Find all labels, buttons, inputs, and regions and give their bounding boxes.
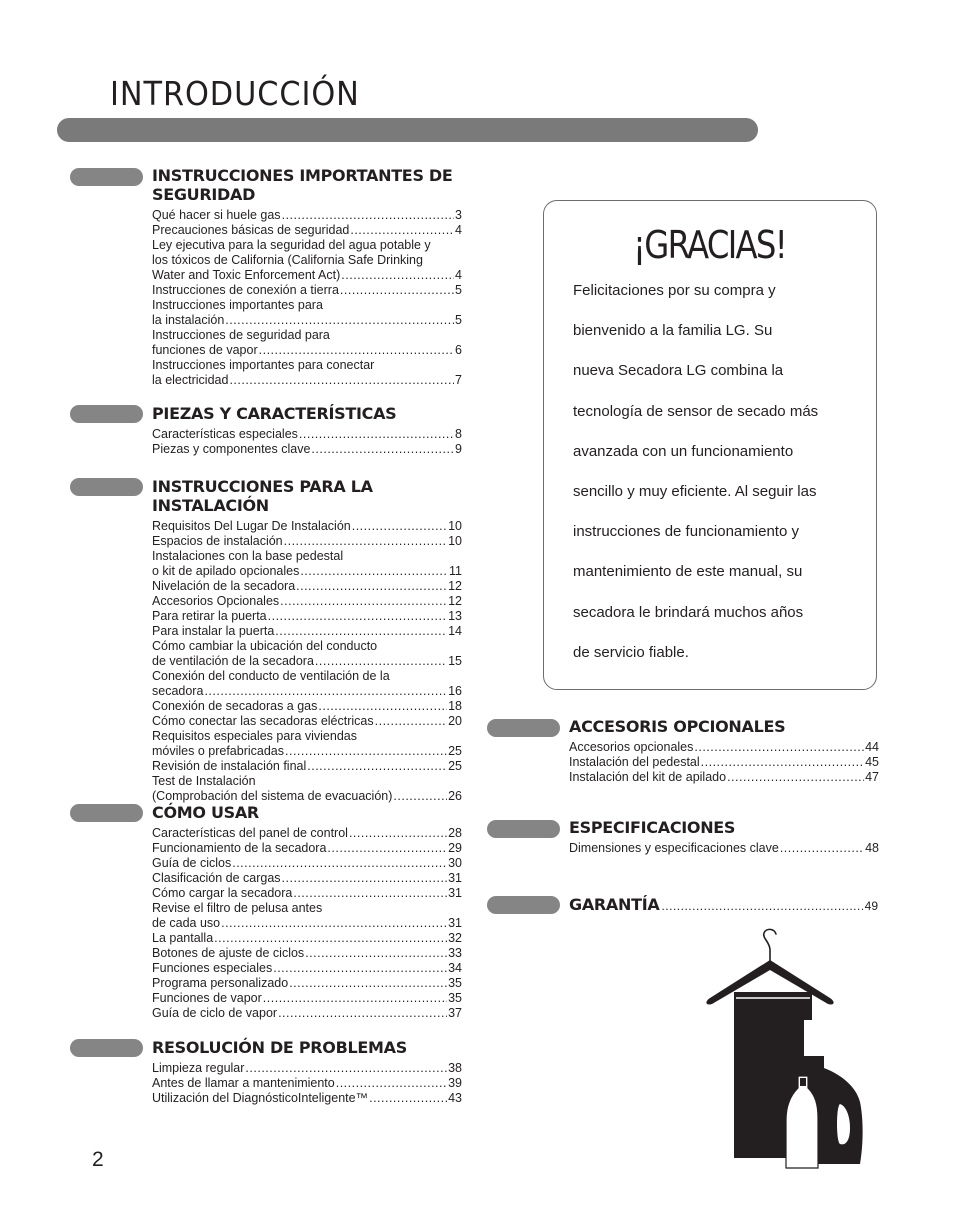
leader-dots [278, 1006, 447, 1021]
toc-entry-text: funciones de vapor [152, 343, 258, 357]
toc-entry-text: Conexión de secadoras a gas [152, 699, 318, 713]
toc-entry [152, 594, 462, 609]
toc-entry [152, 519, 462, 534]
section-heading: INSTRUCCIONES PARA LA INSTALACIÓN [152, 477, 373, 515]
page-ref: 48 [865, 841, 879, 855]
toc-entry [152, 579, 462, 594]
toc-entry-text: Para instalar la puerta [152, 624, 275, 638]
page-ref: 12 [448, 579, 462, 593]
section-marker [487, 820, 560, 838]
toc-entry [569, 740, 879, 755]
page-ref: 5 [455, 283, 462, 297]
leader-dots [701, 755, 864, 770]
garantia-entry [569, 895, 878, 914]
toc-entry-text: Antes de llamar a mantenimiento [152, 1076, 335, 1090]
gracias-line: de servicio fiable. [573, 643, 689, 661]
section-piezas [152, 404, 462, 457]
page-ref: 33 [448, 946, 462, 960]
toc-entry [569, 770, 879, 785]
toc-entry [152, 1076, 462, 1091]
leader-dots [299, 427, 454, 442]
page-ref: 11 [449, 564, 462, 578]
page-ref: 14 [448, 624, 462, 638]
toc-entry [152, 609, 462, 624]
gracias-line: Felicitaciones por su compra y [573, 282, 776, 299]
toc-list [152, 826, 462, 1021]
section-marker [487, 719, 560, 737]
section-marker [70, 405, 143, 423]
toc-entry-text: Instalación del kit de apilado [569, 770, 727, 784]
toc-entry-text: Accesorios Opcionales [152, 594, 280, 608]
leader-dots [350, 223, 454, 238]
page-ref: 26 [448, 789, 462, 803]
toc-entry-text: o kit de apilado opcionales [152, 564, 300, 578]
page-ref: 6 [455, 343, 462, 357]
leader-dots [727, 770, 864, 785]
leader-dots [393, 789, 447, 804]
page-ref: 25 [448, 759, 462, 773]
leader-dots [349, 826, 447, 841]
page-ref: 39 [448, 1076, 462, 1090]
toc-list [152, 427, 462, 457]
toc-list [152, 519, 462, 804]
section-heading: ESPECIFICACIONES [569, 818, 736, 837]
page-ref: 18 [448, 699, 462, 713]
leader-dots [229, 373, 454, 388]
leader-dots [221, 916, 447, 931]
section-heading: RESOLUCIÓN DE PROBLEMAS [152, 1038, 407, 1057]
section-heading: GARANTÍA [569, 895, 660, 914]
leader-dots [375, 714, 447, 729]
toc-entry [152, 826, 462, 841]
toc-entry [152, 774, 462, 789]
toc-entry-text: Ley ejecutiva para la seguridad del agua potable y [152, 238, 431, 252]
section-marker [70, 1039, 143, 1057]
toc-entry [152, 789, 462, 804]
toc-entry-text: Características especiales [152, 427, 298, 441]
toc-entry [152, 856, 462, 871]
toc-entry [152, 564, 462, 579]
page-ref: 31 [448, 871, 462, 885]
leader-dots [369, 1091, 447, 1106]
toc-entry-text: Guía de ciclo de vapor [152, 1006, 278, 1020]
page-ref: 7 [455, 373, 462, 387]
toc-entry [152, 358, 462, 373]
page-ref: 29 [448, 841, 462, 855]
section-como-usar [152, 803, 462, 1021]
toc-entry-text: secadora [152, 684, 204, 698]
section-resolucion [152, 1038, 462, 1106]
leader-dots [289, 976, 447, 991]
toc-entry-text: Conexión del conducto de ventilación de la [152, 669, 390, 683]
gracias-line: mantenimiento de este manual, su [573, 563, 803, 581]
section-accesorios [569, 717, 879, 785]
section-heading-line: SEGURIDAD [152, 185, 256, 204]
leader-dots [280, 594, 447, 609]
page-ref: 3 [455, 208, 462, 222]
page-ref: 47 [865, 770, 879, 784]
toc-entry [152, 534, 462, 549]
page-ref: 35 [448, 976, 462, 990]
toc-entry [152, 283, 462, 298]
toc-entry-text: la instalación [152, 313, 225, 327]
toc-entry [152, 886, 462, 901]
gracias-line: tecnología de sensor de secado más [573, 402, 819, 420]
toc-entry [152, 1006, 462, 1021]
toc-entry [152, 871, 462, 886]
toc-entry-text: de cada uso [152, 916, 221, 930]
leader-dots [282, 871, 448, 886]
page-ref: 38 [448, 1061, 462, 1075]
page-ref: 31 [448, 886, 462, 900]
page-ref: 9 [455, 442, 462, 456]
toc-entry-text: La pantalla [152, 931, 214, 945]
toc-entry-text: Funcionamiento de la secadora [152, 841, 327, 855]
leader-dots [311, 442, 454, 457]
page-ref: 45 [865, 755, 879, 769]
gracias-line: avanzada con un funcionamiento [573, 442, 794, 460]
leader-dots [352, 519, 447, 534]
leader-dots [780, 841, 864, 856]
toc-entry-text: móviles o prefabricadas [152, 744, 285, 758]
toc-entry [152, 238, 462, 253]
toc-entry [152, 901, 462, 916]
toc-entry [152, 841, 462, 856]
toc-entry-text: Requisitos especiales para viviendas [152, 729, 357, 743]
section-especificaciones [569, 818, 879, 856]
toc-entry [152, 624, 462, 639]
toc-entry [152, 313, 462, 328]
toc-entry [152, 931, 462, 946]
section-garantia [569, 895, 878, 914]
toc-entry [152, 639, 462, 654]
page-title: INTRODUCCIÓN [110, 74, 360, 113]
leader-dots [307, 759, 447, 774]
toc-entry-text: Instalación del pedestal [569, 755, 700, 769]
leader-dots [340, 283, 454, 298]
toc-entry-text: Para retirar la puerta [152, 609, 267, 623]
toc-entry [152, 699, 462, 714]
toc-entry [152, 744, 462, 759]
gracias-title: ¡GRACIAS! [633, 223, 786, 267]
toc-entry-text: Dimensiones y especificaciones clave [569, 841, 779, 855]
toc-entry-text: Qué hacer si huele gas [152, 208, 281, 222]
leader-dots [275, 624, 447, 639]
toc-entry-text: Funciones de vapor [152, 991, 262, 1005]
hanger-towel-detergent-icon [700, 928, 880, 1178]
toc-entry-text: Cómo cargar la secadora [152, 886, 293, 900]
toc-list [152, 208, 462, 388]
toc-entry [152, 976, 462, 991]
toc-entry-text: Instrucciones importantes para [152, 298, 323, 312]
toc-entry-text: Utilización del DiagnósticoInteligente™ [152, 1091, 369, 1105]
leader-dots [268, 609, 447, 624]
toc-entry-text: Instrucciones importantes para conectar [152, 358, 375, 372]
toc-entry [152, 714, 462, 729]
toc-entry [152, 946, 462, 961]
toc-entry-text: Revise el filtro de pelusa antes [152, 901, 323, 915]
toc-entry [152, 549, 462, 564]
gracias-text [573, 271, 873, 673]
page-ref: 49 [864, 899, 878, 913]
toc-entry-text: Guía de ciclos [152, 856, 232, 870]
toc-entry-text: Revisión de instalación final [152, 759, 307, 773]
leader-dots [285, 744, 447, 759]
page-number: 2 [92, 1148, 104, 1171]
toc-entry-text: Requisitos Del Lugar De Instalación [152, 519, 351, 533]
toc-entry [152, 442, 462, 457]
toc-entry-text: Precauciones básicas de seguridad [152, 223, 350, 237]
toc-entry-text: Piezas y componentes clave [152, 442, 311, 456]
toc-entry-text: Programa personalizado [152, 976, 289, 990]
toc-entry [152, 427, 462, 442]
gracias-line: bienvenido a la familia LG. Su [573, 322, 773, 340]
toc-entry-text: Funciones especiales [152, 961, 273, 975]
toc-entry [152, 991, 462, 1006]
page-ref: 35 [448, 991, 462, 1005]
page-ref: 4 [455, 268, 462, 282]
page-ref: 10 [448, 519, 462, 533]
leader-dots [225, 313, 454, 328]
toc-entry-text: Limpieza regular [152, 1061, 245, 1075]
toc-entry [152, 373, 462, 388]
toc-entry-text: Instrucciones de seguridad para [152, 328, 330, 342]
leader-dots [327, 841, 447, 856]
section-marker [70, 168, 143, 186]
toc-entry [152, 268, 462, 283]
section-marker [70, 478, 143, 496]
toc-entry [152, 684, 462, 699]
page-ref: 15 [448, 654, 462, 668]
toc-list [569, 841, 879, 856]
page-ref: 30 [448, 856, 462, 870]
page-ref: 28 [448, 826, 462, 840]
toc-entry-text: Instrucciones de conexión a tierra [152, 283, 339, 297]
section-seguridad [152, 166, 462, 388]
toc-entry-text: Botones de ajuste de ciclos [152, 946, 305, 960]
leader-dots [232, 856, 447, 871]
section-marker [70, 804, 143, 822]
leader-dots [284, 534, 447, 549]
toc-entry-text: la electricidad [152, 373, 229, 387]
toc-entry [152, 328, 462, 343]
page-ref: 31 [448, 916, 462, 930]
leader-dots [293, 886, 447, 901]
toc-entry-text: Cómo conectar las secadoras eléctricas [152, 714, 374, 728]
leader-dots [318, 699, 447, 714]
toc-entry [152, 298, 462, 313]
toc-entry [152, 961, 462, 976]
toc-entry-text: Espacios de instalación [152, 534, 283, 548]
toc-entry-text: Test de Instalación [152, 774, 256, 788]
toc-entry [152, 669, 462, 684]
title-divider-bar [57, 118, 758, 142]
toc-entry [152, 1091, 462, 1106]
leader-dots [305, 946, 447, 961]
leader-dots [315, 654, 447, 669]
page-ref: 25 [448, 744, 462, 758]
page-ref: 10 [448, 534, 462, 548]
toc-entry-text: Water and Toxic Enforcement Act) [152, 268, 341, 282]
toc-list [152, 1061, 462, 1106]
toc-entry [569, 755, 879, 770]
section-heading: ACCESORIS OPCIONALES [569, 717, 786, 736]
page-ref: 44 [865, 740, 879, 754]
toc-entry-text: los tóxicos de California (California Safe Drinking [152, 253, 423, 267]
leader-dots [259, 343, 454, 358]
toc-entry-text: Instalaciones con la base pedestal [152, 549, 344, 563]
section-heading: CÓMO USAR [152, 803, 259, 822]
page-ref: 34 [448, 961, 462, 975]
toc-entry [152, 223, 462, 238]
section-heading [152, 166, 462, 204]
page-ref: 16 [448, 684, 462, 698]
toc-entry [152, 1061, 462, 1076]
page-ref: 13 [448, 609, 462, 623]
page-ref: 12 [448, 594, 462, 608]
gracias-line: nueva Secadora LG combina la [573, 362, 784, 380]
toc-entry [152, 253, 462, 268]
toc-entry [152, 208, 462, 223]
section-heading: PIEZAS Y CARACTERÍSTICAS [152, 404, 397, 423]
toc-entry-text: Nivelación de la secadora [152, 579, 296, 593]
gracias-box [543, 200, 877, 690]
toc-entry-text: de ventilación de la secadora [152, 654, 314, 668]
page-ref: 8 [455, 427, 462, 441]
toc-entry [152, 729, 462, 744]
toc-entry-text: Cómo cambiar la ubicación del conducto [152, 639, 378, 653]
toc-entry [152, 343, 462, 358]
toc-list [569, 740, 879, 785]
page-ref: 32 [448, 931, 462, 945]
leader-dots [296, 579, 447, 594]
leader-dots [282, 208, 454, 223]
page-ref: 20 [448, 714, 462, 728]
page-ref: 37 [448, 1006, 462, 1020]
page-ref: 4 [455, 223, 462, 237]
toc-entry [569, 841, 879, 856]
gracias-line: instrucciones de funcionamiento y [573, 523, 799, 541]
toc-entry [152, 916, 462, 931]
section-marker [487, 896, 560, 914]
toc-entry-text: (Comprobación del sistema de evacuación) [152, 789, 393, 803]
leader-dots [661, 899, 862, 913]
leader-dots [694, 740, 864, 755]
toc-entry-text: Accesorios opcionales [569, 740, 694, 754]
leader-dots [273, 961, 447, 976]
page-ref: 5 [455, 313, 462, 327]
leader-dots [341, 268, 454, 283]
leader-dots [263, 991, 447, 1006]
section-heading-line: INSTRUCCIONES IMPORTANTES DE [152, 166, 453, 185]
gracias-line: secadora le brindará muchos años [573, 603, 804, 621]
section-instalacion [152, 477, 462, 804]
toc-entry-text: Clasificación de cargas [152, 871, 281, 885]
leader-dots [300, 564, 448, 579]
toc-entry [152, 654, 462, 669]
gracias-line: sencillo y muy eficiente. Al seguir las [573, 483, 817, 501]
page-ref: 43 [448, 1091, 462, 1105]
leader-dots [204, 684, 447, 699]
leader-dots [245, 1061, 447, 1076]
leader-dots [336, 1076, 447, 1091]
toc-entry-text: Características del panel de control [152, 826, 348, 840]
leader-dots [214, 931, 447, 946]
toc-entry [152, 759, 462, 774]
